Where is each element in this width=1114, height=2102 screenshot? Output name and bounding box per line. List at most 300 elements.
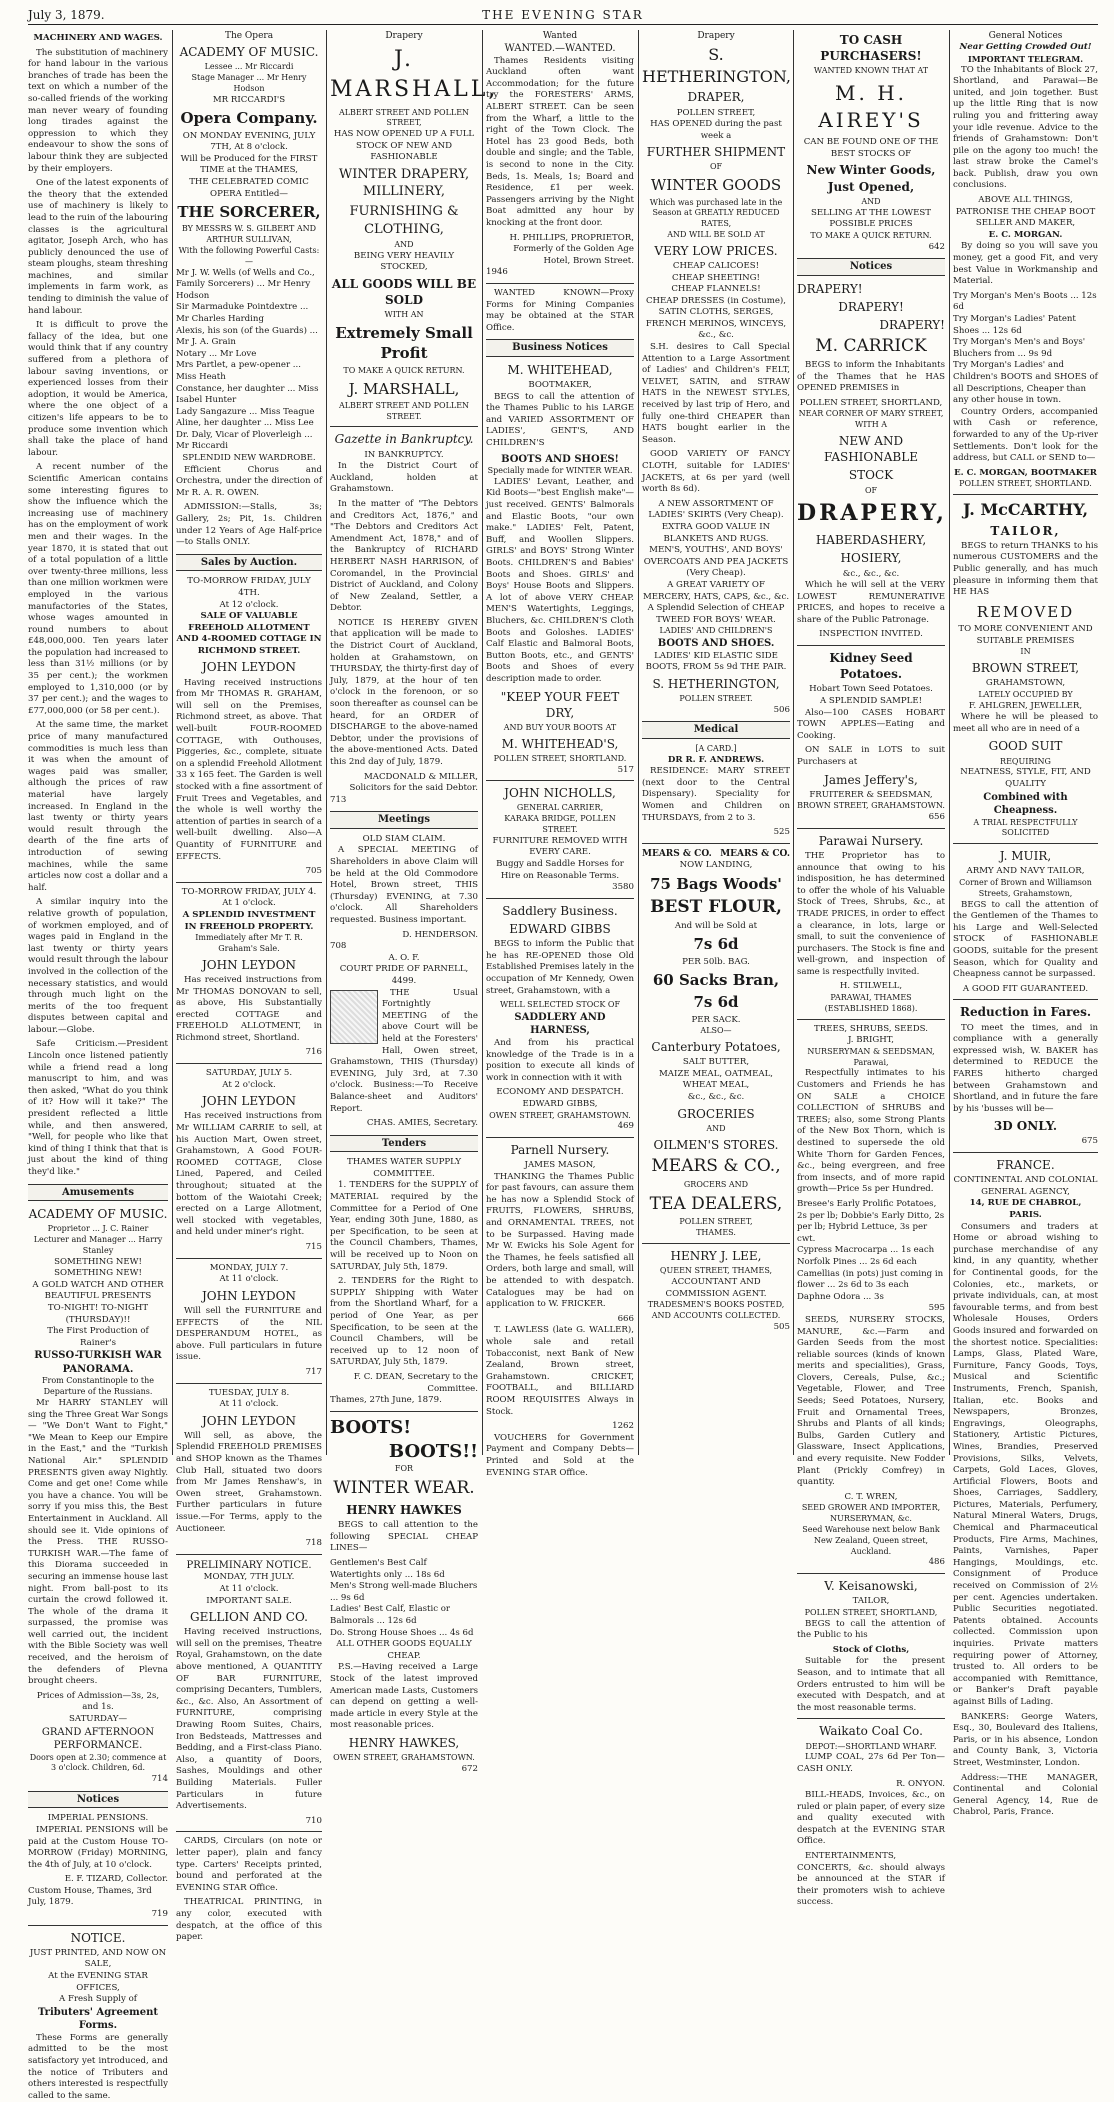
ad-number: 666 <box>617 1313 634 1324</box>
ad-line: COURT PRIDE OF PARNELL, 4499. <box>339 964 469 986</box>
ad-title: ACADEMY OF MUSIC. <box>179 45 319 60</box>
ad-body: These Forms are generally admitted to be the most satisfactory yet introduced, and the notice of Tributers and others interested is respectfully called to the same. <box>28 2032 168 2101</box>
ad-title: TEA DEALERS, <box>649 1193 783 1214</box>
ad-body: BEGS to inform the Inhabitants of the Thames that he HAS OPENED PREMISES in <box>797 360 945 394</box>
ad-line: MAIZE MEAL, OATMEAL, WHEAT MEAL, <box>658 1068 774 1091</box>
ad-line: EXTRA GOOD VALUE IN BLANKETS AND RUGS. <box>661 521 771 544</box>
ad-body: CARDS, Circulars (on note or letter paper), plain and fancy type. Carters' Receipts printed, bound and perforated at the EVENING STAR Office. <box>176 1836 322 1893</box>
ad-line: BEING VERY HEAVILY STOCKED, <box>353 250 455 273</box>
ad-line: TO-NIGHT! TO-NIGHT (THURSDAY)!! <box>47 1303 149 1325</box>
ad-body: T. LAWLESS (late G. WALLER), whole sale and retail Tobacconist, next Bank of New Zealand, Brown street, Grahamstown. CRICKET, FOOTBALL, and BILLIARD ROOM REQUISITES Always in Stock. <box>486 1325 634 1417</box>
ad-title: DRAPER, <box>687 90 745 105</box>
ad-title: 60 Sacks Bran, <box>652 971 780 990</box>
ad-body: NOTICE IS HEREBY GIVEN that application will be made to the District Court of Auckland, holden at Grahamstown, on THURSDAY, the thirty-first day of July, 1879, at the hour of ten o'clock in the forenoon, or so soon thereafter as counsel can be heard, for an ORDER of DISCHARGE to the above-named Debtor, under the provisions of the above-mentioned Acts. Dated this 2nd day of July, 1879. <box>330 617 478 767</box>
ad-line: WITH A <box>854 420 887 430</box>
ad-number: 1262 <box>612 1421 634 1432</box>
price-line: Camellias (in pots) just coming in flower ... 2s 6d to 3s each <box>797 1268 944 1291</box>
ad-line: IN <box>1020 647 1031 657</box>
ad-title: MEARS & CO., <box>651 1155 781 1176</box>
column-6 <box>797 30 947 1908</box>
ad-line: The First Production of Rainer's <box>47 1326 149 1348</box>
ad-line: SEED GROWER AND IMPORTER, NURSERYMAN, &c. <box>801 1503 941 1524</box>
ad-line: POLLEN STREET, SHORTLAND, <box>799 397 943 408</box>
ad-line: CHEAP CALICOES! <box>672 260 760 271</box>
ad-line: OF <box>709 162 723 172</box>
article-paragraph: At the same time, the market price of many manufactured commodities is much less than it was when the amount of wages paid was smaller, although the prices of raw material have largely increased. In England in the last twenty or thirty years would result through the dearth of the fine arts of introduction of sewing machines, while the same articles now cost a dollar and a half. <box>28 720 168 893</box>
section-medical: Medical <box>642 721 790 739</box>
column-4 <box>486 30 634 1478</box>
cast-line: Alexis, his son (of the Guards) ... Mr J. A. Grain <box>176 325 318 348</box>
ad-line: AND WILL BE SOLD AT <box>667 229 765 239</box>
column-2 <box>176 30 322 1943</box>
ad-line: BOOTMAKER, <box>528 379 592 390</box>
article-paragraph: It is difficult to prove the fallacy of the idea, but one would think that if any country suffered from a plethora of labour saving inventions, or experienced losses from their adoption, it would be America, where the one object of a citizen's life appears to be to produce some invention which shall take the place of hand labour. <box>28 320 168 458</box>
auctioneer-name: JOHN LEYDON <box>201 660 297 675</box>
price-line: Do. Strong House Shoes ... 4s 6d <box>330 1627 474 1638</box>
ad-body: BEGS to call attention to the following SPECIAL CHEAP LINES— <box>330 1520 478 1554</box>
ad-title: E. C. MORGAN, BOOTMAKER <box>954 467 1097 478</box>
ad-line: TO MORE CONVENIENT AND SUITABLE PREMISES <box>958 624 1093 646</box>
column-rule <box>793 30 794 1455</box>
cast-line: Sir Marmaduke Pointdextre ... Mr Charles Harding <box>176 302 309 324</box>
ad-line: JAMES MASON, <box>524 1160 596 1171</box>
divider <box>953 1152 1098 1153</box>
ad-line: OF <box>864 485 878 495</box>
ad-body: TO the Inhabitants of Block 27, Shortland, and Parawai—Be united, and join together. Bust up the little Ring that is now ruling you and frittering away your idle revenue. Advice to the friends of Grahamstown: Don't pile on the agony too much! the last straw broke the Camel's back. Publish, draw you own conclusions. <box>953 64 1098 191</box>
ad-line: JUST PRINTED, AND NOW ON SALE, <box>29 1947 167 1970</box>
ad-body: Which he will sell at the VERY LOWEST REMUNERATIVE PRICES, and hopes to receive a share of the Public Patronage. <box>797 580 945 625</box>
divider <box>330 426 478 427</box>
price-line: Norfolk Pines ... 2s 6d each <box>797 1256 917 1267</box>
ad-line: IMPORTANT SALE. <box>206 1595 292 1606</box>
divider <box>953 843 1098 844</box>
ad-number: 642 <box>928 241 945 252</box>
ad-line: WITH AN <box>384 310 424 320</box>
ad-title: HENRY HAWKES, <box>348 1735 460 1750</box>
ad-number: 525 <box>773 827 790 838</box>
ad-line: AND <box>394 240 414 250</box>
ad-title: SALE OF VALUABLE FREEHOLD ALLOTMENT AND 4-ROOMED COTTAGE IN RICHMOND STREET. <box>176 611 322 656</box>
issue-date: July 3, 1879. <box>28 8 105 22</box>
ad-number: 714 <box>151 1774 168 1785</box>
ad-body: Will sell, as above, the Splendid FREEHOLD PREMISES and SHOP known as the Thames Club Hall, situated two doors from Mr James Renshaw's, in Owen street, Grahamstown. Further particulars in future issue.—For Terms, apply to the Auctioneer. <box>176 1430 322 1534</box>
ad-body: BEGS to return THANKS to his numerous CUSTOMERS and the Public generally, and has much pleasure in informing them that HE HAS <box>953 540 1098 598</box>
ad-title: 75 Bags Woods' <box>650 874 782 893</box>
price-line: Cypress Macrocarpa ... 1s each <box>797 1245 935 1256</box>
ad-title: GRAND AFTERNOON PERFORMANCE. <box>41 1726 155 1752</box>
ad-line: Which was purchased late in the Season at GREATLY REDUCED RATES, <box>649 197 783 229</box>
ad-line: ALL OTHER GOODS EQUALLY CHEAP. <box>336 1639 472 1661</box>
ad-body: ON SALE in LOTS to suit Purchasers at <box>797 745 945 767</box>
divider <box>486 780 634 781</box>
ad-title: Parnell Nursery. <box>510 1142 610 1157</box>
ad-line: AND <box>861 196 881 206</box>
column-5 <box>642 30 790 1455</box>
column-rule <box>172 30 173 1455</box>
ad-line: 14, RUE DE CHABROL, PARIS. <box>969 1198 1082 1221</box>
ad-body: And from his practical knowledge of the Trade is in a position to execute all kinds of work in connection with it with <box>486 1037 634 1083</box>
ad-title: M. CARRICK <box>815 336 927 357</box>
ad-body: Efficient Chorus and Orchestra, under the direction of Mr R. A. R. OWEN. <box>176 464 322 498</box>
ad-line: CAN BE FOUND ONE OF THE BEST STOCKS OF <box>803 137 939 159</box>
section-general-notices: General Notices <box>988 31 1063 41</box>
ad-line: POLLEN STREET. <box>679 693 753 703</box>
ad-line: At 11 o'clock. <box>219 1274 279 1285</box>
ad-line: LATELY OCCUPIED BY <box>978 689 1073 699</box>
ad-line: ABOVE ALL THINGS, PATRONISE THE CHEAP BOOT SELLER AND MAKER, <box>955 195 1096 229</box>
ad-body: THEATRICAL PRINTING, in any color, executed with despatch, at the office of this paper. <box>176 1897 322 1943</box>
ad-body: 1. TENDERS for the SUPPLY of MATERIAL required by the Committee for a Period of One Year, ending 30th June, 1880, as per Specification, to be seen at the Council Chambers, Thames, will be received up to Noon on SATURDAY, July 5th, 1879. <box>330 1180 478 1272</box>
ad-line: Doors open at 2.30; commence at 3 o'clock. Children, 6d. <box>29 1752 167 1773</box>
ad-line: REQUIRING <box>1000 756 1051 766</box>
ad-body: BEGS to call the attention of the Public to his <box>797 1618 945 1641</box>
ad-line: LADIES' KID ELASTIC SIDE BOOTS, FROM 5s 9d THE PAIR. <box>645 650 787 673</box>
price-line: Men's Strong well-made Bluchers ... 9s 6d <box>330 1581 478 1603</box>
ad-title: PRELIMINARY NOTICE. <box>186 1559 312 1571</box>
ad-title: New Winter Goods, Just Opened, <box>806 163 936 194</box>
ad-number: 675 <box>1081 1136 1098 1147</box>
ad-line: HAS NOW OPENED UP A FULL STOCK OF NEW AND FASHIONABLE <box>333 129 475 163</box>
ad-line: POLLEN STREET, SHORTLAND. <box>959 479 1092 489</box>
ad-title: A SPLENDID INVESTMENT IN FREEHOLD PROPERTY. <box>182 909 316 932</box>
ad-title: DRAPERY! <box>838 299 904 314</box>
divider <box>642 843 790 844</box>
ad-number: 469 <box>617 1121 634 1132</box>
ad-line: KARAKA BRIDGE, POLLEN STREET. <box>504 814 616 835</box>
ad-line: Buggy and Saddle Horses for Hire on Reasonable Terms. <box>496 859 624 881</box>
ad-title: BOOTS!! <box>388 1440 478 1462</box>
ad-line: &c., &c., &c. <box>687 1092 745 1103</box>
ad-body: Mr HARRY STANLEY will sing the Three Great War Songs — "We Don't Want to Fight," "We Mean to Keep our Empire in the East," and the "Turkish National Air." SPLENDID PRESENTS given away Nightly. Come and get one! Come while you have a chance. You will be sorry if you miss this, the Best Entertainment in Auckland. All should see it. Vide opinions of the Press. THE RUSSO-TURKISH WAR.—The fame of this Diorama succeeded in securing an immense house last night. From ball-post to its curtain the crowd followed it. The whole of the drama it surpassed, the promise was well carried out, the incident with the Bible Society was well received, and the heroism of the defenders of Plevna brought cheers. <box>28 1398 168 1687</box>
ad-line: TO MAKE A QUICK RETURN. <box>343 365 465 375</box>
ad-body: In the matter of "The Debtors and Creditors Act, 1876," and "The Debtors and Creditors Act Amendment Act, 1878," and of the Bankruptcy of RICHARD HERBERT NASH HARRISON, of Coromandel, in the Provincial District of Auckland, and Colony of New Zealand, Settler, a Debtor. <box>330 498 478 614</box>
ad-title: REMOVED <box>976 602 1075 621</box>
divider <box>642 1243 790 1244</box>
ad-line: LADIES' AND CHILDREN'S <box>659 626 773 636</box>
ad-title: GOOD SUIT <box>988 739 1063 754</box>
ad-title: SADDLERY AND HARNESS, <box>514 1011 606 1037</box>
ad-line: PER 50lb. BAG. <box>682 956 750 967</box>
ad-number: 595 <box>928 1303 945 1314</box>
ad-line: OWEN STREET, GRAHAMSTOWN. <box>489 1110 631 1120</box>
ad-body: Where he will be pleased to meet all who are in need of a <box>953 712 1098 734</box>
ad-line: [A CARD.] <box>695 743 737 753</box>
ad-title: FURTHER SHIPMENT <box>646 145 786 160</box>
cast-line: Constance, her daughter ... Miss Isabel Hunter <box>176 383 319 406</box>
ad-title: DR R. F. ANDREWS. <box>667 754 765 765</box>
ad-body: Having received instructions, will sell on the premises, Theatre Royal, Grahamstown, on the date above mentioned, A QUANTITY OF BAR FURNITURE, comprising Decanters, Tumblers, &c., &c. Also, An Assortment of FURNITURE, comprising Drawing Room Suites, Chairs, Iron Bedsteads, Mattresses and Bedding, and a First-class Piano. Also, a quantity of Doors, Sashes, Mouldings and other Building Materials. Fuller Particulars in future Advertisements. <box>176 1627 322 1812</box>
ad-body: ADMISSION:—Stalls, 3s; Gallery, 2s; Pit, 1s. Children under 12 Years of Age Half-price—to Stalls ONLY. <box>176 502 322 548</box>
ad-title: J. McCARTHY, <box>962 500 1089 520</box>
ad-line: SOMETHING NEW! SOMETHING NEW! <box>54 1256 142 1279</box>
ad-title: TO CASH PURCHASERS! <box>820 33 922 64</box>
ad-line: ACCOUNTANT AND COMMISSION AGENT. <box>665 1277 767 1299</box>
ad-line: At 11 o'clock. <box>219 1583 279 1594</box>
ad-title: NEW AND FASHIONABLE <box>824 434 918 465</box>
divider <box>953 494 1098 495</box>
ad-body: In the District Court of Auckland, holden at Grahamstown. <box>330 461 478 495</box>
section-amusements: Amusements <box>28 1184 168 1202</box>
ad-line: A GREAT VARIETY OF MERCERY, HATS, CAPS, &c., &c. <box>642 579 790 602</box>
ad-body: BANKERS: George Waters, Esq., 30, Boulevard des Italiens, Paris, or in his absence, London and County Bank, 3, Victoria Street, Westminster, London. <box>953 1711 1098 1768</box>
ad-line: TO-MORROW FRIDAY, JULY 4. <box>181 886 317 897</box>
ad-title: OILMEN'S STORES. <box>653 1137 779 1152</box>
ad-line: Corner of Brown and Williamson Streets, Grahamstown, <box>959 878 1092 898</box>
ad-title: Extremely Small Profit <box>335 324 473 363</box>
ad-line: A TRIAL RESPECTFULLY SOLICITED <box>973 817 1078 838</box>
ad-signature: CHAS. AMIES, Secretary. <box>366 1118 478 1129</box>
ad-line: OWEN STREET, GRAHAMSTOWN. <box>333 1753 475 1763</box>
ad-line: SELLING AT THE LOWEST POSSIBLE PRICES <box>811 207 931 230</box>
ad-line: IN BANKRUPTCY. <box>364 449 444 460</box>
section-opera: The Opera <box>224 31 274 41</box>
ad-line: INSPECTION INVITED. <box>819 629 923 640</box>
ad-body: TO meet the times, and in compliance with a generally expressed wish, W. BAKER has determined to REDUCE the FARES hitherto charged between Grahamstown and Shortland, and in future the fare by his 'busses will be— <box>953 1022 1098 1114</box>
ad-title: DRAPERY, <box>797 500 947 527</box>
ad-title: FURNISHING & CLOTHING, <box>349 203 459 237</box>
ad-title: Parawai Nursery. <box>818 833 924 848</box>
price-line: Try Morgan's Ladies' and Children's BOOTS and SHOES of all Descriptions, Cheaper than any other house in town. <box>953 360 1098 406</box>
ad-line: MEN'S, YOUTHS', AND BOYS' OVERCOATS AND PEA JACKETS (Very Cheap). <box>643 545 789 579</box>
ad-line: PARAWAI, THAMES (ESTABLISHED 1868). <box>824 993 918 1013</box>
ad-title: J. MARSHALL, <box>330 47 499 102</box>
ad-title: BEST FLOUR, <box>650 896 782 917</box>
price-line: Bresee's Early Prolific Potatoes, 2s per lb; Dobbie's Early Ditto, 2s per lb; Hybrid Lettuce, 3s per cwt. <box>797 1198 945 1244</box>
ad-number: 708 <box>330 941 347 952</box>
ad-line: SALT BUTTER, <box>682 1057 750 1068</box>
ad-line: A Splendid Selection of CHEAP TWEED FOR BOYS' WEAR. <box>647 603 785 625</box>
ad-title: DRAPERY! <box>797 281 863 296</box>
ad-title: WINTER DRAPERY, MILLINERY, <box>338 166 470 200</box>
ad-number: 672 <box>461 1763 478 1774</box>
ad-line: HAS OPENED during the past week a <box>650 119 782 141</box>
ad-number: 505 <box>773 1321 790 1332</box>
price-line: Ladies' Best Calf, Elastic or Balmorals ... 12s 6d <box>330 1604 451 1626</box>
ad-line: ON MONDAY EVENING, JULY 7TH, At 8 o'clock. <box>182 130 316 153</box>
ad-line: MR RICCARDI'S <box>212 94 286 105</box>
section-meetings: Meetings <box>330 811 478 829</box>
ad-title: JOHN NICHOLLS, <box>504 786 616 801</box>
ad-line: THE CELEBRATED COMIC OPERA Entitled— <box>189 176 309 199</box>
price-line: Try Morgan's Ladies' Patent Shoes ... 12s 6d <box>953 314 1076 336</box>
ad-body: A SPECIAL MEETING of Shareholders in above Claim will be held at the Old Commodore Hotel, Brown street, THIS (Thursday) EVENING, at 7.30 o'clock. All Shareholders requested. Business important. <box>330 845 478 926</box>
section-gazette: Gazette in Bankruptcy. <box>334 432 474 447</box>
ad-title: VERY LOW PRICES. <box>654 243 778 258</box>
ad-body: BEGS to call the attention of the Thames Public to his LARGE and VARIED ASSORTMENT OF LADIES', GENT'S, AND CHILDREN'S <box>486 391 634 448</box>
article-paragraph: One of the latest exponents of the theory that the extended use of machinery is likely to lead to the ruin of the labouring classes is the agricultural agitator, Joseph Arch, who has publicly denounced the use of steam ploughs, steam threshing machines, and similar implements in farm work, as tending to diminish the value of hand labour. <box>28 178 168 316</box>
price-line: Try Morgan's Men's and Boys' Bluchers from ... 9s 9d <box>953 337 1086 359</box>
auctioneer-name: JOHN LEYDON <box>201 1413 297 1428</box>
ad-line: BY MESSRS W. S. GILBERT AND ARTHUR SULLIVAN, <box>181 224 317 245</box>
ad-title: 3D ONLY. <box>993 1119 1058 1134</box>
divider <box>797 1718 945 1719</box>
ad-signature: R. ONYON. <box>896 1778 945 1789</box>
ad-number: 713 <box>330 794 347 805</box>
ad-line: WANTED KNOWN THAT AT <box>813 66 929 76</box>
auctioneer-name: JOHN LEYDON <box>201 1288 297 1303</box>
ad-line: AND BUY YOUR BOOTS AT <box>503 722 617 732</box>
ad-body: IMPERIAL PENSIONS will be paid at the Custom House TO-MORROW (Friday) MORNING, the 4th of July, at 10 o'clock. <box>28 1824 168 1870</box>
page-header <box>28 8 1098 25</box>
ad-line: With the following Powerful Casts:— <box>178 245 320 266</box>
ad-body: LADIES' Levant, Leather, and Kid Boots—"best English make"—just received. GENTS' Balmorals and Elastic Boots, "our own make." LADIES' Felt, Patent, Buff, and Woollen Slippers. GIRLS' and BOYS' Strong Winter Boots. CHILDREN'S and Babies' Boots and Shoes. GIRLS' and Boys' House Boots and Slippers. A lot of above VERY CHEAP. MEN'S Watertights, Leggings, Bluchers, &c. CHILDREN'S Cloth Boots and Goloshes. LADIES' Calf Elastic and Balmoral Boots, Button Boots, etc., and GENTS' Boots and Shoes of every description made to order. <box>486 476 634 684</box>
ad-title: EDWARD GIBBS <box>509 922 611 937</box>
mears-label: MEARS & CO. <box>642 848 712 859</box>
column-rule <box>949 30 950 1455</box>
ad-title: Near Getting Crowded Out! <box>959 42 1092 53</box>
column-rule <box>482 30 483 1455</box>
ad-body: Thames Residents visiting Auckland often want Accommodation; for the future try the FORESTERS' ARMS, ALBERT STREET. Can be seen from the Wharf, a little to the right of the Town Clock. The Hotel has 23 good Beds, both double and single; and the Table, is second to none in the City. Beds, 1s. Meals, 1s; Board and Residence, £1 per week. Passengers arriving by the Night Boat admitted any hour by knocking at the front door. <box>486 55 634 228</box>
ad-line: ARMY AND NAVY TAILOR, <box>966 866 1085 877</box>
ad-line: Stage Manager ... Mr Henry Hodson <box>191 73 307 93</box>
section-drapery: Drapery <box>697 31 735 41</box>
ad-line: At 1 o'clock. <box>222 898 276 909</box>
ad-title: TAILOR, <box>990 523 1061 538</box>
divider <box>797 1573 945 1574</box>
ad-title: J. MUIR, <box>999 849 1052 864</box>
ad-title: BOOTS! <box>330 1416 412 1438</box>
ad-line: ALBERT STREET AND POLLEN STREET, <box>338 107 470 128</box>
ad-line: Lessee ... Mr Riccardi <box>204 62 294 72</box>
ad-title: HABERDASHERY, <box>815 533 927 548</box>
ad-body: THANKING the Thames Public for past favours, can assure them he has now a Splendid Stock of FRUITS, FLOWERS, SHRUBS, and ORNAMENTAL TREES, not to be Surpassed. Having made Mr W. Ewicks his Sole Agent for the Thames, he feels satisfied all Orders, both large and small, will be attended to with despatch. Catalogues may be had on application to W. FRICKER. <box>486 1171 634 1310</box>
divider <box>486 1137 634 1138</box>
ad-line: SATIN CLOTHS, SERGES, FRENCH MERINOS, WINCEYS, &c., &c. <box>645 307 787 341</box>
ad-title: J. MARSHALL, <box>348 379 460 398</box>
ad-line: SATURDAY, JULY 5. <box>205 1068 293 1079</box>
ad-signature: H. PHILLIPS, PROPRIETOR, Formerly of the Golden Age Hotel, Brown Street. <box>509 232 634 266</box>
ad-line: NEATNESS, STYLE, FIT, AND QUALITY <box>960 767 1091 790</box>
ad-title: M. WHITEHEAD'S, <box>501 736 619 751</box>
ad-body: VOUCHERS for Government Payment and Company Debts—Printed and Sold at the EVENING STAR Office. <box>486 1432 634 1478</box>
ad-body: GOOD VARIETY OF FANCY CLOTH, suitable for LADIES' JACKETS, at 6s per yard (well worth 8s 6d). <box>642 449 790 495</box>
ad-line: A GOLD WATCH AND OTHER BEAUTIFUL PRESENTS <box>32 1279 164 1302</box>
ad-signature: E. F. TIZARD, Collector. <box>64 1874 168 1885</box>
ad-line: SPLENDID NEW WARDROBE. <box>182 453 316 464</box>
cast-line: Mrs Partlet, a pew-opener ... Miss Heath <box>176 360 301 382</box>
ad-number: 710 <box>305 1815 322 1826</box>
auctioneer-name: JOHN LEYDON <box>201 1094 297 1109</box>
ad-line: And will be Sold at <box>674 920 758 931</box>
ad-line: At the EVENING STAR OFFICES, <box>48 1971 148 1993</box>
ad-title: THAMES WATER SUPPLY COMMITTEE. <box>347 1157 461 1179</box>
ad-title: Reduction in Fares. <box>959 1005 1092 1020</box>
ad-line: Proprietor ... J. C. Rainer <box>47 1224 149 1234</box>
ad-title: BOOTS AND SHOES! <box>501 453 619 465</box>
section-drapery: Drapery <box>385 31 423 41</box>
ad-body: BEGS to call the attention of the Gentlemen of the Thames to his Large and Well-Selected STOCK of FASHIONABLE GOODS, suitable for the present Season, which for Quality and Cheapness cannot be surpassed. <box>953 899 1098 980</box>
auctioneer-name: GELLION AND CO. <box>190 1610 308 1625</box>
ad-body: WANTED KNOWN—Proxy Forms for Mining Companies may be obtained at the STAR Office. <box>486 287 634 333</box>
price-big: 7s 6d <box>693 935 739 954</box>
ad-line: GRAHAMSTOWN, <box>985 678 1066 689</box>
ad-number: 715 <box>305 1241 322 1252</box>
ad-signature: D. HENDERSON. <box>402 929 478 940</box>
cast-line: Aline, her daughter ... Miss Lee <box>176 418 314 429</box>
section-notices: Notices <box>28 1791 168 1809</box>
ad-line: AND <box>706 1123 726 1133</box>
ad-line: CHEAP FLANNELS! <box>671 284 761 295</box>
ad-line: IMPORTANT TELEGRAM. <box>968 53 1083 64</box>
ad-line: BROWN STREET, GRAHAMSTOWN. <box>797 801 945 811</box>
ad-title: James Jeffery's, <box>824 772 918 787</box>
ad-title: BROWN STREET, <box>971 661 1080 676</box>
ad-title: OLD SIAM CLAIM. <box>362 833 446 844</box>
divider <box>176 1063 322 1064</box>
ad-title: EDWARD GIBBS, <box>522 1098 598 1109</box>
ad-line: At 11 o'clock. <box>219 1399 279 1410</box>
ad-number: 717 <box>305 1366 322 1377</box>
ad-body: SEEDS, NURSERY STOCKS, MANURE, &c.—Farm and Garden Seeds from the most reliable sources (kinds of known merits and specialities), Grass, Clovers, Cereals, Pulse, &c.; Vegetable, Flower, and Tree Seeds; Seed Potatoes, Nursery, Fruit and Ornamental Trees, Shrubs and Plants of all kinds; Bulbs, Garden Cutlery and Glassware, Insect Applications, and every requisite. New Fodder Plant (Prickly Comfrey) in quantity. <box>797 1314 945 1488</box>
ad-title: ALL GOODS WILL BE SOLD <box>331 277 477 308</box>
ad-title: WINTER GOODS <box>650 176 782 195</box>
ad-line: TO-MORROW FRIDAY, JULY 4TH. <box>187 576 311 598</box>
ad-line: A SPLENDID SAMPLE! <box>819 696 923 707</box>
divider <box>176 882 322 883</box>
ad-number: 716 <box>305 1047 322 1058</box>
divider <box>330 1411 478 1412</box>
ad-line: Specially made for WINTER WEAR. <box>487 466 633 476</box>
ad-body: RESIDENCE: MARY STREET (next door to the Central Dispensary). Speciality for Women and Children on THURSDAYS, from 2 to 3. <box>642 766 790 823</box>
ad-line: F. AHLGREN, JEWELLER, <box>968 700 1083 711</box>
masthead: THE EVENING STAR <box>482 8 644 22</box>
ad-line: TO MAKE A QUICK RETURN. <box>810 230 932 240</box>
ad-number: 3580 <box>612 882 634 893</box>
divider <box>797 828 945 829</box>
ad-line: At 2 o'clock. <box>222 1079 276 1090</box>
ad-line: A NEW ASSORTMENT OF LADIES' SKIRTS (Very Cheap). <box>648 498 784 521</box>
ad-line: TRADESMEN'S BOOKS POSTED, AND ACCOUNTS COLLECTED. <box>647 1300 785 1321</box>
ad-title: NOTICE. <box>70 1930 126 1945</box>
section-wanted: Wanted <box>542 31 578 41</box>
ad-line: FOR <box>394 1464 414 1474</box>
column-rule <box>638 30 639 1455</box>
ad-title: WANTED.—WANTED. <box>504 43 616 55</box>
price-big: 7s 6d <box>693 993 739 1012</box>
ad-line: FRUITERER & SEEDSMAN, <box>809 789 933 800</box>
ad-body: THE Usual Fortnightly MEETING of the above Court will be held at the Foresters' Hall, Owen street, Grahamstown, THIS (Thursday) EVENING, July 3rd, at 7.30 o'clock. Business:—To Receive Balance-sheet and Auditors' Report. <box>330 987 478 1114</box>
ad-title: Canterbury Potatoes, <box>651 1040 781 1055</box>
ad-body: P.S.—Having received a Large Stock of the latest improved American made Lasts, Customers can depend on getting a well-made article in every Style at the most reasonable prices. <box>330 1662 478 1731</box>
ad-body: 2. TENDERS for the Right to SUPPLY Shipping with Water from the Shortland Wharf, for a period of One Year, as per Specification, to be seen at the Council Chambers, will be received up to 12 noon of SATURDAY, July 5th, 1879. <box>330 1276 478 1368</box>
ad-line: CONTINENTAL AND COLONIAL GENERAL AGENCY, <box>953 1175 1098 1197</box>
ad-line: ALSO— <box>700 1026 732 1036</box>
price-line: Try Morgan's Men's Boots ... 12s 6d <box>953 290 1097 313</box>
cast-line: Dr. Daly, Vicar of Ploverleigh ... Mr Riccardi <box>176 429 313 452</box>
ad-line: Custom House, Thames, 3rd July, 1879. <box>28 1885 152 1908</box>
ad-line: NURSERYMAN & SEEDSMAN, Parawai, <box>807 1046 935 1067</box>
ad-title: M. H. AIREY'S <box>818 81 924 133</box>
ad-body: Country Orders, accompanied with Cash or reference, forwarded to any of the Up-river Settlements. Don't look for the address, but CALL or SEND to— <box>953 406 1098 464</box>
ad-title: J. BRIGHT, <box>848 1035 894 1046</box>
ad-title: ACADEMY OF MUSIC. <box>28 1207 168 1222</box>
ad-title: DRAPERY! <box>879 317 945 332</box>
ad-title: V. Keisanowski, <box>824 1579 918 1593</box>
cast-line: Notary ... Mr Love <box>176 348 257 359</box>
ad-title: "KEEP YOUR FEET DRY, <box>500 689 620 720</box>
ad-line: POLLEN STREET, <box>676 107 756 118</box>
foresters-emblem-icon <box>330 990 378 1044</box>
ad-body: By doing so you will save you money, get a good Fit, and very best Value in Workmanship and Material. <box>953 241 1098 287</box>
divider <box>28 1925 168 1926</box>
ad-line: POLLEN STREET, SHORTLAND. <box>493 753 627 763</box>
ad-line: ALBERT STREET AND POLLEN STREET. <box>338 400 470 421</box>
ad-title: C. T. WREN, <box>844 1491 898 1502</box>
cast-line: Mr J. W. Wells (of Wells and Co., Family Sorcerers) ... Mr Henry Hodson <box>176 267 315 301</box>
ad-body: THE Proprietor has to announce that owing to his indisposition, he has determined to offer the whole of his Valuable Stock of Trees, Shrubs, &c., at TRADE PRICES, in order to effect a clearance, in lots, large or small, to suit the convenience of purchasers. The Stock is fine and well-grown, and inspection of same is respectfully invited. <box>797 850 945 977</box>
ad-title: GROCERIES <box>677 1106 755 1121</box>
ad-title: Opera Company. <box>180 109 318 128</box>
